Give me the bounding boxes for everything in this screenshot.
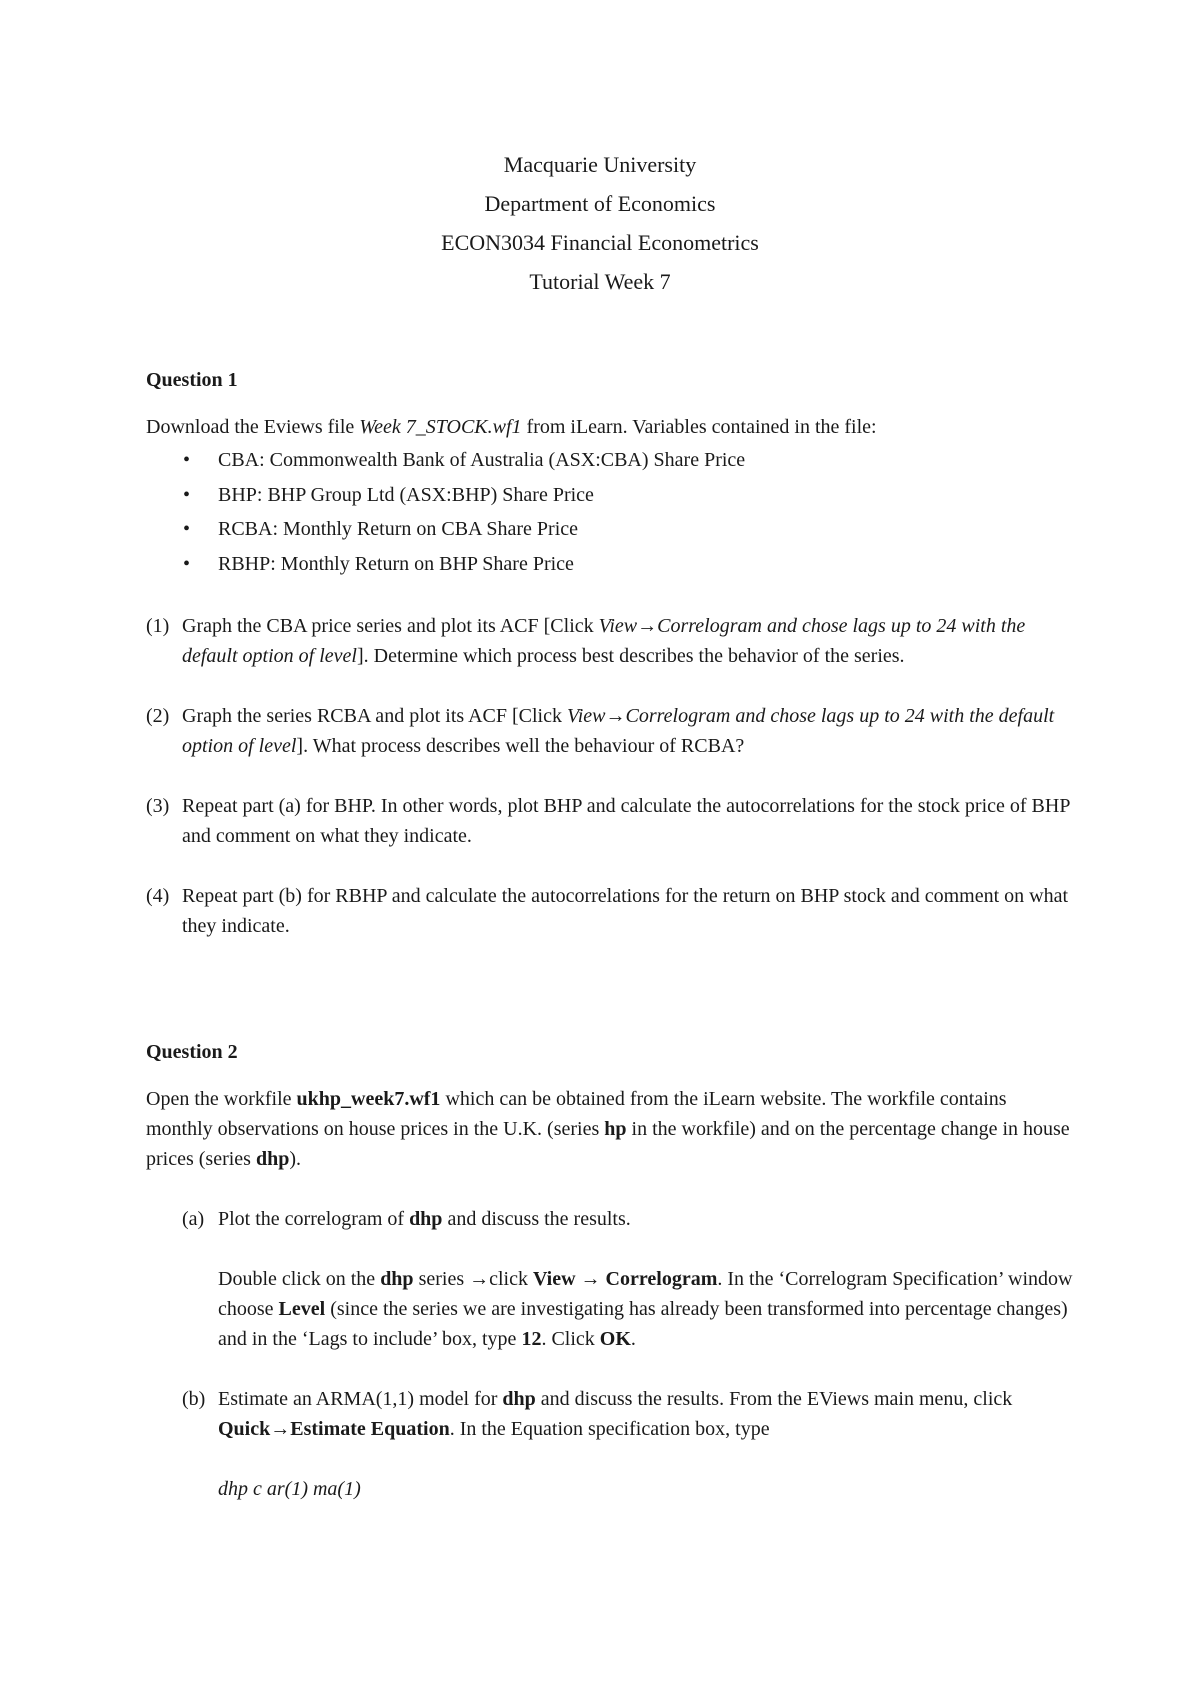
list-item: • BHP: BHP Group Ltd (ASX:BHP) Share Price xyxy=(146,478,1076,513)
question-2-part-a: (a) Plot the correlogram of dhp and discuss the results. Double click on the dhp series →click View → Correlogram. In the ‘Correlogram Specification’ window choose Level (since the series we are investigating has already been transformed into percentage changes) and in the ‘Lags to include’ box, type 12. Click OK. xyxy=(146,1204,1076,1354)
university-name: Macquarie University xyxy=(503,152,697,177)
question-1-part-4: (4) Repeat part (b) for RBHP and calculate the autocorrelations for the return on BHP stock and comment on what they indicate. xyxy=(146,885,1069,937)
question-1-section xyxy=(146,365,1076,971)
document-header xyxy=(0,145,1200,301)
question-2-title: Question 2 xyxy=(146,1041,238,1063)
variable-list xyxy=(146,443,1076,581)
question-2-parts xyxy=(146,1204,1076,1504)
question-1-part-1: (1) Graph the CBA price series and plot its ACF [Click View→Correlogram and chose lags up to 24 with the default option of level]. Determine which process best describes the behavior of the series. xyxy=(146,615,1026,667)
course-title: ECON3034 Financial Econometrics xyxy=(441,230,759,255)
question-1-intro: Download the Eviews file Week 7_STOCK.wf1 from iLearn. Variables contained in the file: xyxy=(146,416,877,438)
equation-specification: dhp c ar(1) ma(1) xyxy=(218,1478,361,1500)
list-item: • RCBA: Monthly Return on CBA Share Price xyxy=(146,512,1076,547)
part-a-instructions: Double click on the dhp series →click View → Correlogram. In the ‘Correlogram Specification’ window choose Level (since the series we are investigating has already been transformed into percentage changes) and in the ‘Lags to include’ box, type 12. Click OK. xyxy=(218,1268,1073,1350)
department-name: Department of Economics xyxy=(484,191,716,216)
question-1-parts xyxy=(146,611,1076,941)
question-2-section xyxy=(146,1037,1076,1534)
list-item: • RBHP: Monthly Return on BHP Share Price xyxy=(146,547,1076,582)
question-1-part-2: (2) Graph the series RCBA and plot its ACF [Click View→Correlogram and chose lags up to 24 with the default option of level]. What process describes well the behaviour of RCBA? xyxy=(146,705,1055,757)
question-1-part-3: (3) Repeat part (a) for BHP. In other words, plot BHP and calculate the autocorrelations for the stock price of BHP and comment on what they indicate. xyxy=(146,795,1070,847)
question-1-title: Question 1 xyxy=(146,369,238,391)
tutorial-title: Tutorial Week 7 xyxy=(529,269,671,294)
workfile-name: Week 7_STOCK.wf1 xyxy=(359,416,522,438)
question-2-intro: Open the workfile ukhp_week7.wf1 which can be obtained from the iLearn website. The workfile contains monthly observations on house prices in the U.K. (series hp in the workfile) and on the percentage change in house prices (series dhp). xyxy=(146,1088,1070,1170)
list-item: • CBA: Commonwealth Bank of Australia (ASX:CBA) Share Price xyxy=(146,443,1076,478)
question-2-part-b: (b) Estimate an ARMA(1,1) model for dhp and discuss the results. From the EViews main menu, click Quick→Estimate Equation. In the Equation specification box, type dhp c ar(1) ma(1) xyxy=(146,1384,1076,1504)
